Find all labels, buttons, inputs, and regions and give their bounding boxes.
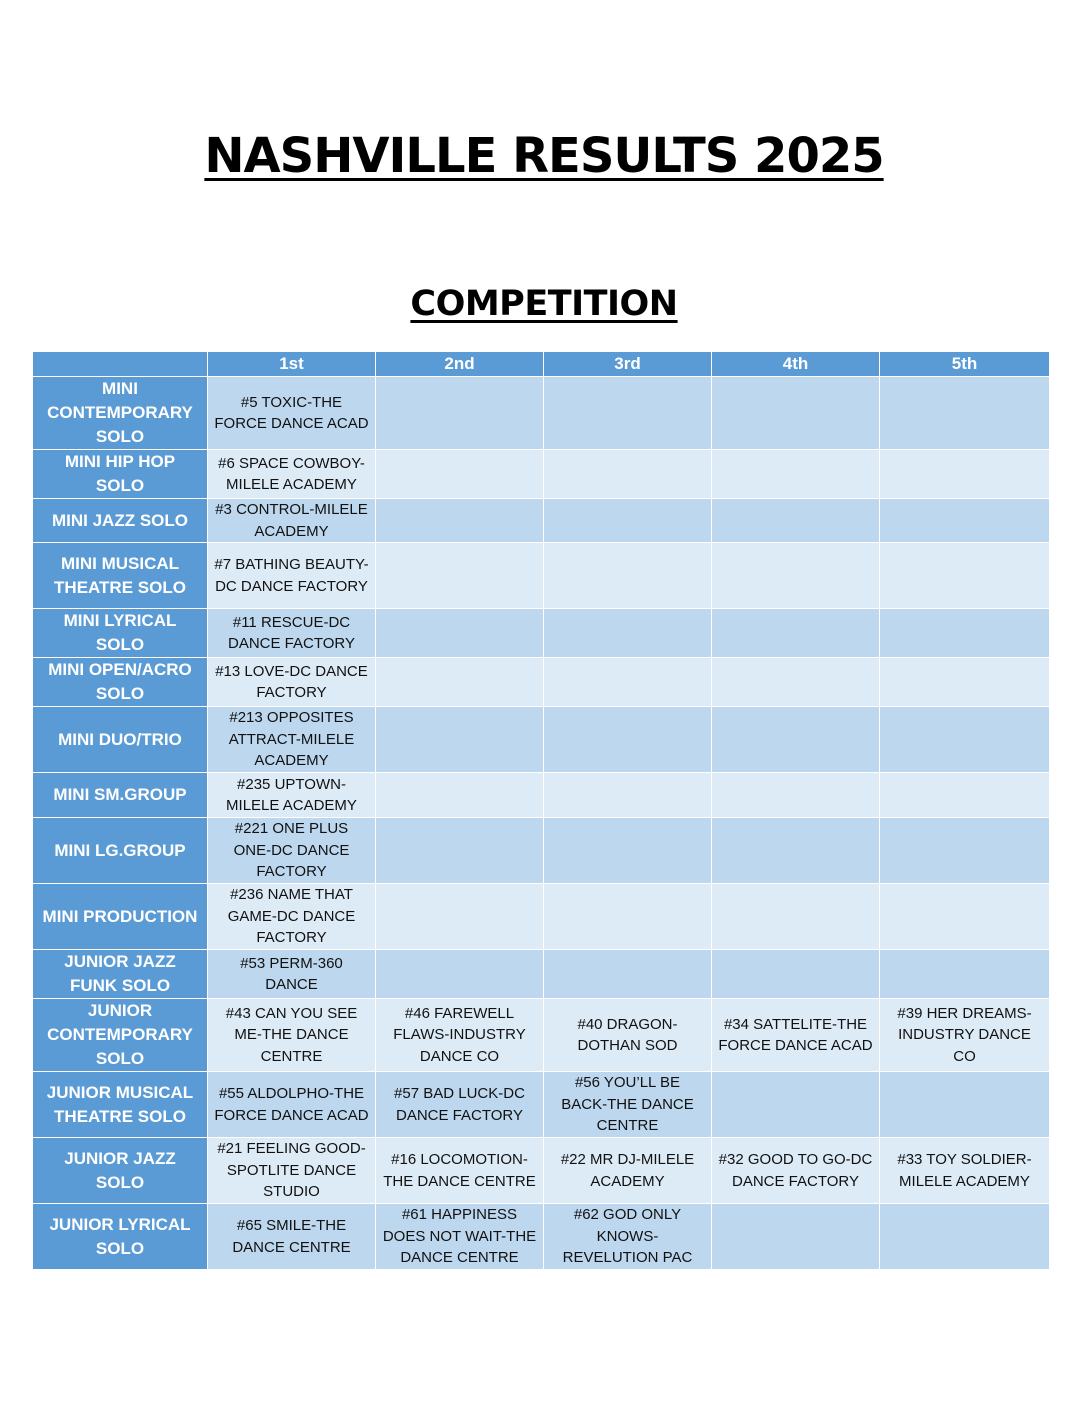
place-1st-cell: #11 RESCUE-DC DANCE FACTORY (208, 609, 376, 658)
place-5th-cell (880, 377, 1050, 450)
results-table (32, 351, 1050, 1270)
category-cell: MINI JAZZ SOLO (33, 499, 208, 543)
place-5th-cell (880, 818, 1050, 884)
table-row (33, 609, 1050, 658)
table-row (33, 499, 1050, 543)
category-cell: MINI SM.GROUP (33, 773, 208, 818)
place-5th-cell (880, 950, 1050, 999)
column-header-category (33, 352, 208, 377)
place-3rd-cell: #62 GOD ONLY KNOWS-REVELUTION PAC (544, 1204, 712, 1270)
place-1st-cell: #55 ALDOLPHO-THE FORCE DANCE ACAD (208, 1072, 376, 1138)
place-1st-cell: #53 PERM-360 DANCE (208, 950, 376, 999)
column-header-5th: 5th (880, 352, 1050, 377)
place-2nd-cell (376, 377, 544, 450)
page-title-text: NASHVILLE RESULTS 2025 (204, 128, 884, 184)
table-row (33, 999, 1050, 1072)
table-row (33, 1138, 1050, 1204)
place-2nd-cell: #61 HAPPINESS DOES NOT WAIT-THE DANCE CENTRE (376, 1204, 544, 1270)
place-4th-cell (712, 609, 880, 658)
place-5th-cell: #33 TOY SOLDIER-MILELE ACADEMY (880, 1138, 1050, 1204)
place-1st-cell: #65 SMILE-THE DANCE CENTRE (208, 1204, 376, 1270)
place-1st-cell: #3 CONTROL-MILELE ACADEMY (208, 499, 376, 543)
place-1st-cell: #6 SPACE COWBOY-MILELE ACADEMY (208, 450, 376, 499)
place-2nd-cell: #57 BAD LUCK-DC DANCE FACTORY (376, 1072, 544, 1138)
category-cell: JUNIOR CONTEMPORARY SOLO (33, 999, 208, 1072)
place-2nd-cell: #16 LOCOMOTION-THE DANCE CENTRE (376, 1138, 544, 1204)
place-5th-cell (880, 499, 1050, 543)
place-3rd-cell (544, 884, 712, 950)
place-3rd-cell (544, 773, 712, 818)
column-header-2nd: 2nd (376, 352, 544, 377)
place-2nd-cell (376, 818, 544, 884)
place-5th-cell (880, 609, 1050, 658)
table-row (33, 1072, 1050, 1138)
table-row (33, 707, 1050, 773)
category-cell: MINI LG.GROUP (33, 818, 208, 884)
category-cell: MINI LYRICAL SOLO (33, 609, 208, 658)
place-1st-cell: #7 BATHING BEAUTY-DC DANCE FACTORY (208, 543, 376, 609)
page-title (0, 128, 1088, 184)
table-row (33, 658, 1050, 707)
place-2nd-cell (376, 609, 544, 658)
header-row (33, 352, 1050, 377)
place-5th-cell (880, 884, 1050, 950)
place-2nd-cell: #46 FAREWELL FLAWS-INDUSTRY DANCE CO (376, 999, 544, 1072)
place-3rd-cell (544, 658, 712, 707)
table-row (33, 818, 1050, 884)
section-title (0, 284, 1088, 324)
place-4th-cell (712, 377, 880, 450)
place-5th-cell (880, 658, 1050, 707)
place-4th-cell (712, 543, 880, 609)
table-row (33, 950, 1050, 999)
place-3rd-cell (544, 950, 712, 999)
place-2nd-cell (376, 450, 544, 499)
place-2nd-cell (376, 773, 544, 818)
place-3rd-cell: #22 MR DJ-MILELE ACADEMY (544, 1138, 712, 1204)
place-1st-cell: #5 TOXIC-THE FORCE DANCE ACAD (208, 377, 376, 450)
place-1st-cell: #21 FEELING GOOD-SPOTLITE DANCE STUDIO (208, 1138, 376, 1204)
place-5th-cell (880, 707, 1050, 773)
place-4th-cell (712, 950, 880, 999)
place-5th-cell (880, 1072, 1050, 1138)
column-header-3rd: 3rd (544, 352, 712, 377)
place-3rd-cell: #56 YOU’LL BE BACK-THE DANCE CENTRE (544, 1072, 712, 1138)
place-4th-cell (712, 884, 880, 950)
category-cell: MINI OPEN/ACRO SOLO (33, 658, 208, 707)
place-4th-cell (712, 707, 880, 773)
place-1st-cell: #221 ONE PLUS ONE-DC DANCE FACTORY (208, 818, 376, 884)
place-2nd-cell (376, 707, 544, 773)
place-2nd-cell (376, 884, 544, 950)
place-5th-cell (880, 1204, 1050, 1270)
column-header-4th: 4th (712, 352, 880, 377)
place-2nd-cell (376, 658, 544, 707)
place-4th-cell (712, 773, 880, 818)
place-4th-cell: #34 SATTELITE-THE FORCE DANCE ACAD (712, 999, 880, 1072)
place-1st-cell: #213 OPPOSITES ATTRACT-MILELE ACADEMY (208, 707, 376, 773)
place-5th-cell (880, 543, 1050, 609)
place-4th-cell (712, 1204, 880, 1270)
place-3rd-cell (544, 609, 712, 658)
place-4th-cell (712, 450, 880, 499)
category-cell: MINI DUO/TRIO (33, 707, 208, 773)
category-cell: JUNIOR LYRICAL SOLO (33, 1204, 208, 1270)
place-1st-cell: #13 LOVE-DC DANCE FACTORY (208, 658, 376, 707)
place-1st-cell: #43 CAN YOU SEE ME-THE DANCE CENTRE (208, 999, 376, 1072)
category-cell: JUNIOR JAZZ FUNK SOLO (33, 950, 208, 999)
place-4th-cell (712, 818, 880, 884)
place-3rd-cell (544, 499, 712, 543)
place-3rd-cell: #40 DRAGON-DOTHAN SOD (544, 999, 712, 1072)
category-cell: MINI HIP HOP SOLO (33, 450, 208, 499)
category-cell: JUNIOR JAZZ SOLO (33, 1138, 208, 1204)
table-row (33, 543, 1050, 609)
table-row (33, 450, 1050, 499)
place-5th-cell (880, 773, 1050, 818)
column-header-1st: 1st (208, 352, 376, 377)
place-4th-cell (712, 499, 880, 543)
place-2nd-cell (376, 543, 544, 609)
place-4th-cell (712, 1072, 880, 1138)
table-row (33, 1204, 1050, 1270)
place-4th-cell: #32 GOOD TO GO-DC DANCE FACTORY (712, 1138, 880, 1204)
place-2nd-cell (376, 499, 544, 543)
place-1st-cell: #236 NAME THAT GAME-DC DANCE FACTORY (208, 884, 376, 950)
table-row (33, 773, 1050, 818)
place-3rd-cell (544, 818, 712, 884)
category-cell: MINI MUSICAL THEATRE SOLO (33, 543, 208, 609)
table-row (33, 377, 1050, 450)
place-3rd-cell (544, 377, 712, 450)
place-5th-cell: #39 HER DREAMS-INDUSTRY DANCE CO (880, 999, 1050, 1072)
place-1st-cell: #235 UPTOWN-MILELE ACADEMY (208, 773, 376, 818)
table-row (33, 884, 1050, 950)
place-3rd-cell (544, 707, 712, 773)
category-cell: MINI CONTEMPORARY SOLO (33, 377, 208, 450)
place-2nd-cell (376, 950, 544, 999)
category-cell: JUNIOR MUSICAL THEATRE SOLO (33, 1072, 208, 1138)
place-4th-cell (712, 658, 880, 707)
place-3rd-cell (544, 543, 712, 609)
place-5th-cell (880, 450, 1050, 499)
place-3rd-cell (544, 450, 712, 499)
category-cell: MINI PRODUCTION (33, 884, 208, 950)
section-title-text: COMPETITION (410, 284, 678, 324)
